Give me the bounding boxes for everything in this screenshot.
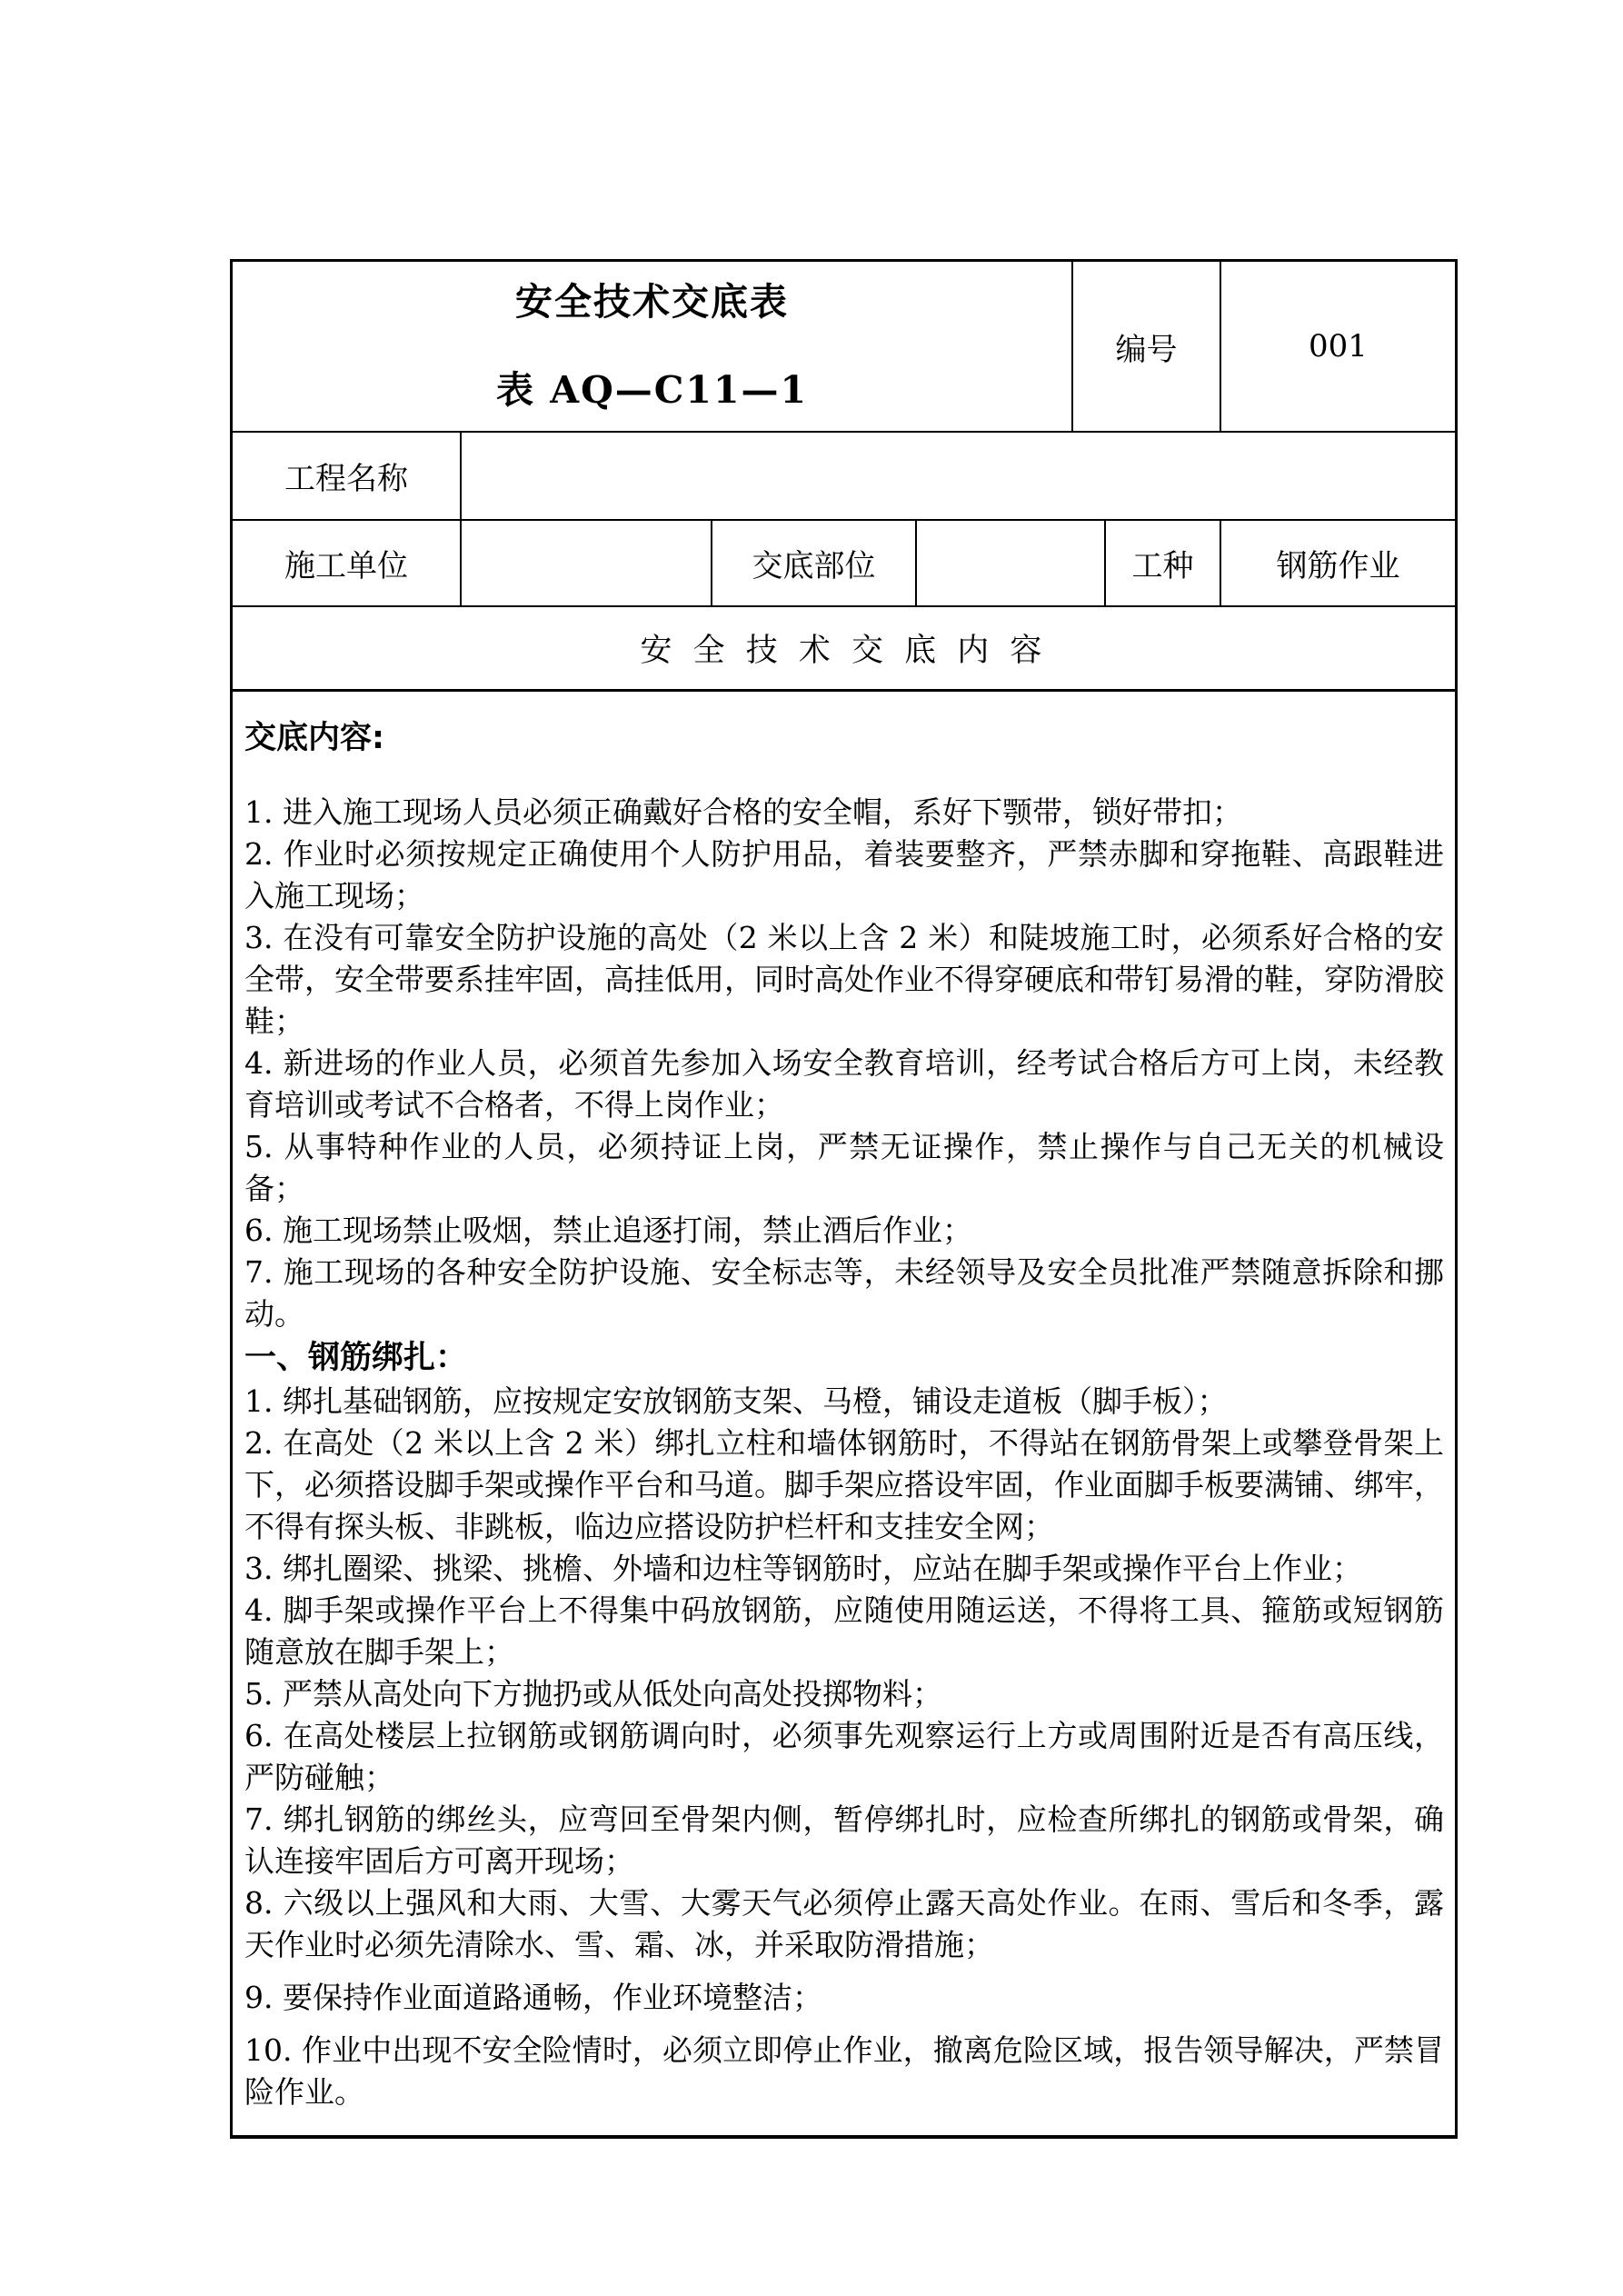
general-item-3: 3. 在没有可靠安全防护设施的高处（2 米以上含 2 米）和陡坡施工时，必须系好合格的安全带，安全带要系挂牢固，高挂低用，同时高处作业不得穿硬底和带钉易滑的鞋，穿防滑胶鞋； bbox=[244, 920, 1444, 1039]
general-item-5: 5. 从事特种作业的人员，必须持证上岗，严禁无证操作，禁止操作与自己无关的机械设备； bbox=[244, 1129, 1444, 1206]
work-type-value: 钢筋作业 bbox=[1276, 548, 1400, 584]
rebar-item-9: 9. 要保持作业面道路通畅，作业环境整洁； bbox=[244, 1980, 822, 2015]
rebar-item-10: 10. 作业中出现不安全险情时，必须立即停止作业，撤离危险区域，报告领导解决，严禁冒险作业。 bbox=[244, 2032, 1444, 2110]
form-code: 表 AQ—C11—1 bbox=[495, 368, 808, 412]
rebar-item-1: 1. 绑扎基础钢筋，应按规定安放钢筋支架、马橙，铺设走道板（脚手板）； bbox=[244, 1383, 1228, 1419]
rebar-item-6: 6. 在高处楼层上拉钢筋或钢筋调向时，必须事先观察运行上方或周围附近是否有高压线，严防碰触； bbox=[244, 1718, 1444, 1795]
general-item-4: 4. 新进场的作业人员，必须首先参加入场安全教育培训，经考试合格后方可上岗，未经教育培训或考试不合格者，不得上岗作业； bbox=[244, 1045, 1444, 1123]
project-name-row bbox=[233, 433, 1455, 521]
general-item-1: 1. 进入施工现场人员必须正确戴好合格的安全帽，系好下颚带，锁好带扣； bbox=[244, 794, 1242, 830]
number-value: 001 bbox=[1309, 328, 1368, 364]
project-name-field[interactable] bbox=[462, 433, 1455, 519]
form-title: 安全技术交底表 bbox=[515, 280, 789, 324]
disclosure-part-label: 交底部位 bbox=[712, 521, 917, 605]
rebar-item-7: 7. 绑扎钢筋的绑丝头，应弯回至骨架内侧，暂停绑扎时，应检查所绑扎的钢筋或骨架，确认连接牢固后方可离开现场； bbox=[244, 1802, 1444, 1879]
disclosure-content-body bbox=[233, 692, 1455, 2135]
rebar-item-8: 8. 六级以上强风和大雨、大雪、大雾天气必须停止露天高处作业。在雨、雪后和冬季，露天作业时必须先清除水、雪、霜、冰，并采取防滑措施； bbox=[244, 1885, 1444, 1962]
safety-disclosure-form-table bbox=[230, 259, 1458, 2139]
section-banner-row bbox=[233, 607, 1455, 692]
rebar-item-2: 2. 在高处（2 米以上含 2 米）绑扎立柱和墙体钢筋时，不得站在钢筋骨架上或攀登骨架上下，必须搭设脚手架或操作平台和马道。脚手架应搭设牢固，作业面脚手板要满铺、绑牢，不得有探头板、非跳板，临边应搭设防护栏杆和支挂安全网； bbox=[244, 1425, 1444, 1544]
rebar-item-5: 5. 严禁从高处向下方抛扔或从低处向高处投掷物料； bbox=[244, 1676, 942, 1712]
number-label: 编号 bbox=[1073, 262, 1221, 431]
general-item-7: 7. 施工现场的各种安全防护设施、安全标志等，未经领导及安全员批准严禁随意拆除和挪动。 bbox=[244, 1254, 1444, 1332]
general-item-6: 6. 施工现场禁止吸烟，禁止追逐打闹，禁止酒后作业； bbox=[244, 1213, 972, 1248]
construction-unit-label: 施工单位 bbox=[233, 521, 462, 605]
form-title-cell bbox=[233, 262, 1073, 431]
rebar-item-4: 4. 脚手架或操作平台上不得集中码放钢筋，应随使用随运送，不得将工具、箍筋或短钢筋随意放在脚手架上； bbox=[244, 1592, 1444, 1670]
disclosure-part-field[interactable] bbox=[917, 521, 1106, 605]
general-item-2: 2. 作业时必须按规定正确使用个人防护用品，着装要整齐，严禁赤脚和穿拖鞋、高跟鞋进入施工现场； bbox=[244, 836, 1444, 913]
construction-unit-field[interactable] bbox=[462, 521, 712, 605]
rebar-section-heading: 一、钢筋绑扎： bbox=[244, 1340, 468, 1376]
section-banner: 安 全 技 术 交 底 内 容 bbox=[640, 633, 1048, 669]
content-heading: 交底内容: bbox=[244, 720, 384, 756]
rebar-item-3: 3. 绑扎圈梁、挑梁、挑檐、外墙和边柱等钢筋时，应站在脚手架或操作平台上作业； bbox=[244, 1551, 1362, 1586]
content-row bbox=[233, 692, 1455, 2135]
unit-part-worktype-row bbox=[233, 521, 1455, 607]
header-row bbox=[233, 262, 1455, 433]
work-type-label: 工种 bbox=[1106, 521, 1221, 605]
project-name-label: 工程名称 bbox=[233, 433, 462, 519]
